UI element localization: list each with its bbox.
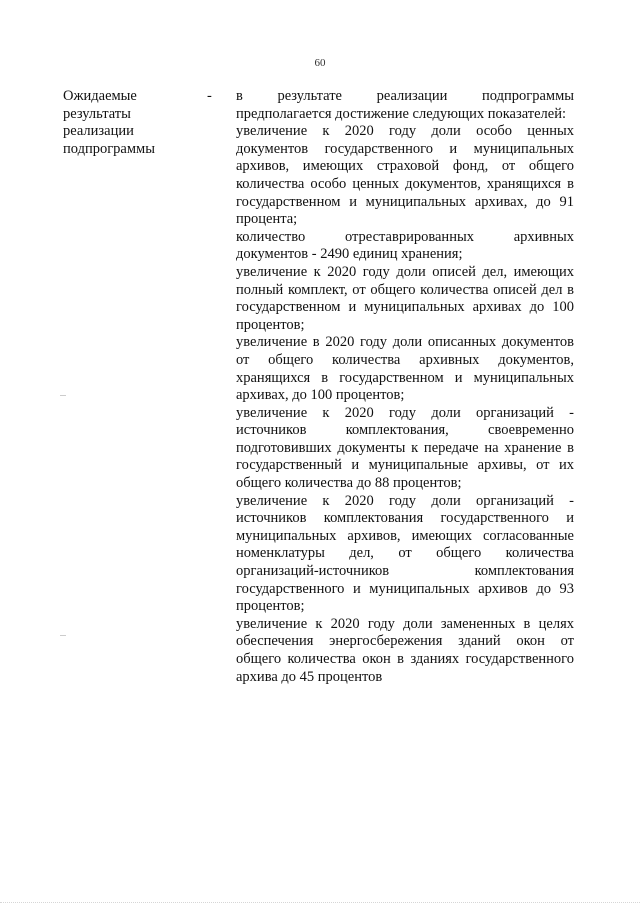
indicator-paragraph: количество отреставрированных архивных документов - 2490 единиц хранения; [236, 228, 574, 263]
indicator-paragraph: увеличение в 2020 году доли описанных документов от общего количества архивных документов, хранящихся в государственном и муниципальных архивах, до 100 процентов; [236, 334, 574, 404]
indicator-paragraph: увеличение к 2020 году доли замененных в целях обеспечения энергосбережения зданий окон от общего количества окон в зданиях государственного архива до 45 процентов [236, 615, 574, 685]
scan-margin-mark [60, 395, 66, 396]
indicator-paragraph: увеличение к 2020 году доли организаций - источников комплектования, своевременно подготовивших документы к передаче на хранение в государственный и муниципальные архивы, от их общего количества до 88 процентов; [236, 404, 574, 492]
label-separator-dash: - [207, 88, 212, 104]
scan-margin-mark [60, 635, 66, 636]
section-label-line: подпрограммы [63, 140, 155, 157]
indicator-paragraph: увеличение к 2020 году доли описей дел, имеющих полный комплект, от общего количества описей дел в государственном и муниципальных архивах до 100 процентов; [236, 263, 574, 333]
section-label-line: реализации [63, 123, 134, 140]
scan-bottom-edge [0, 902, 640, 903]
section-label-line: результаты [63, 105, 131, 122]
section-label [63, 88, 193, 158]
intro-paragraph: в результате реализации подпрограммы предполагается достижение следующих показателей: [236, 88, 574, 122]
section-label-line: Ожидаемые [63, 88, 137, 104]
page-number: 60 [314, 57, 326, 69]
indicator-paragraph: увеличение к 2020 году доли особо ценных документов государственного и муниципальных архивов, имеющих страховой фонд, от общего количества особо ценных документов, хранящихся в государственном и муниципальных архивах, до 91 процента; [236, 123, 574, 228]
indicator-paragraph: увеличение к 2020 году доли организаций - источников комплектования государственного и муниципальных архивов, имеющих согласованные номенклатуры дел, от общего количества организаций-источников комплектования государственного и муниципальных архивов до 93 процентов; [236, 492, 574, 615]
expected-results-text [236, 88, 574, 686]
